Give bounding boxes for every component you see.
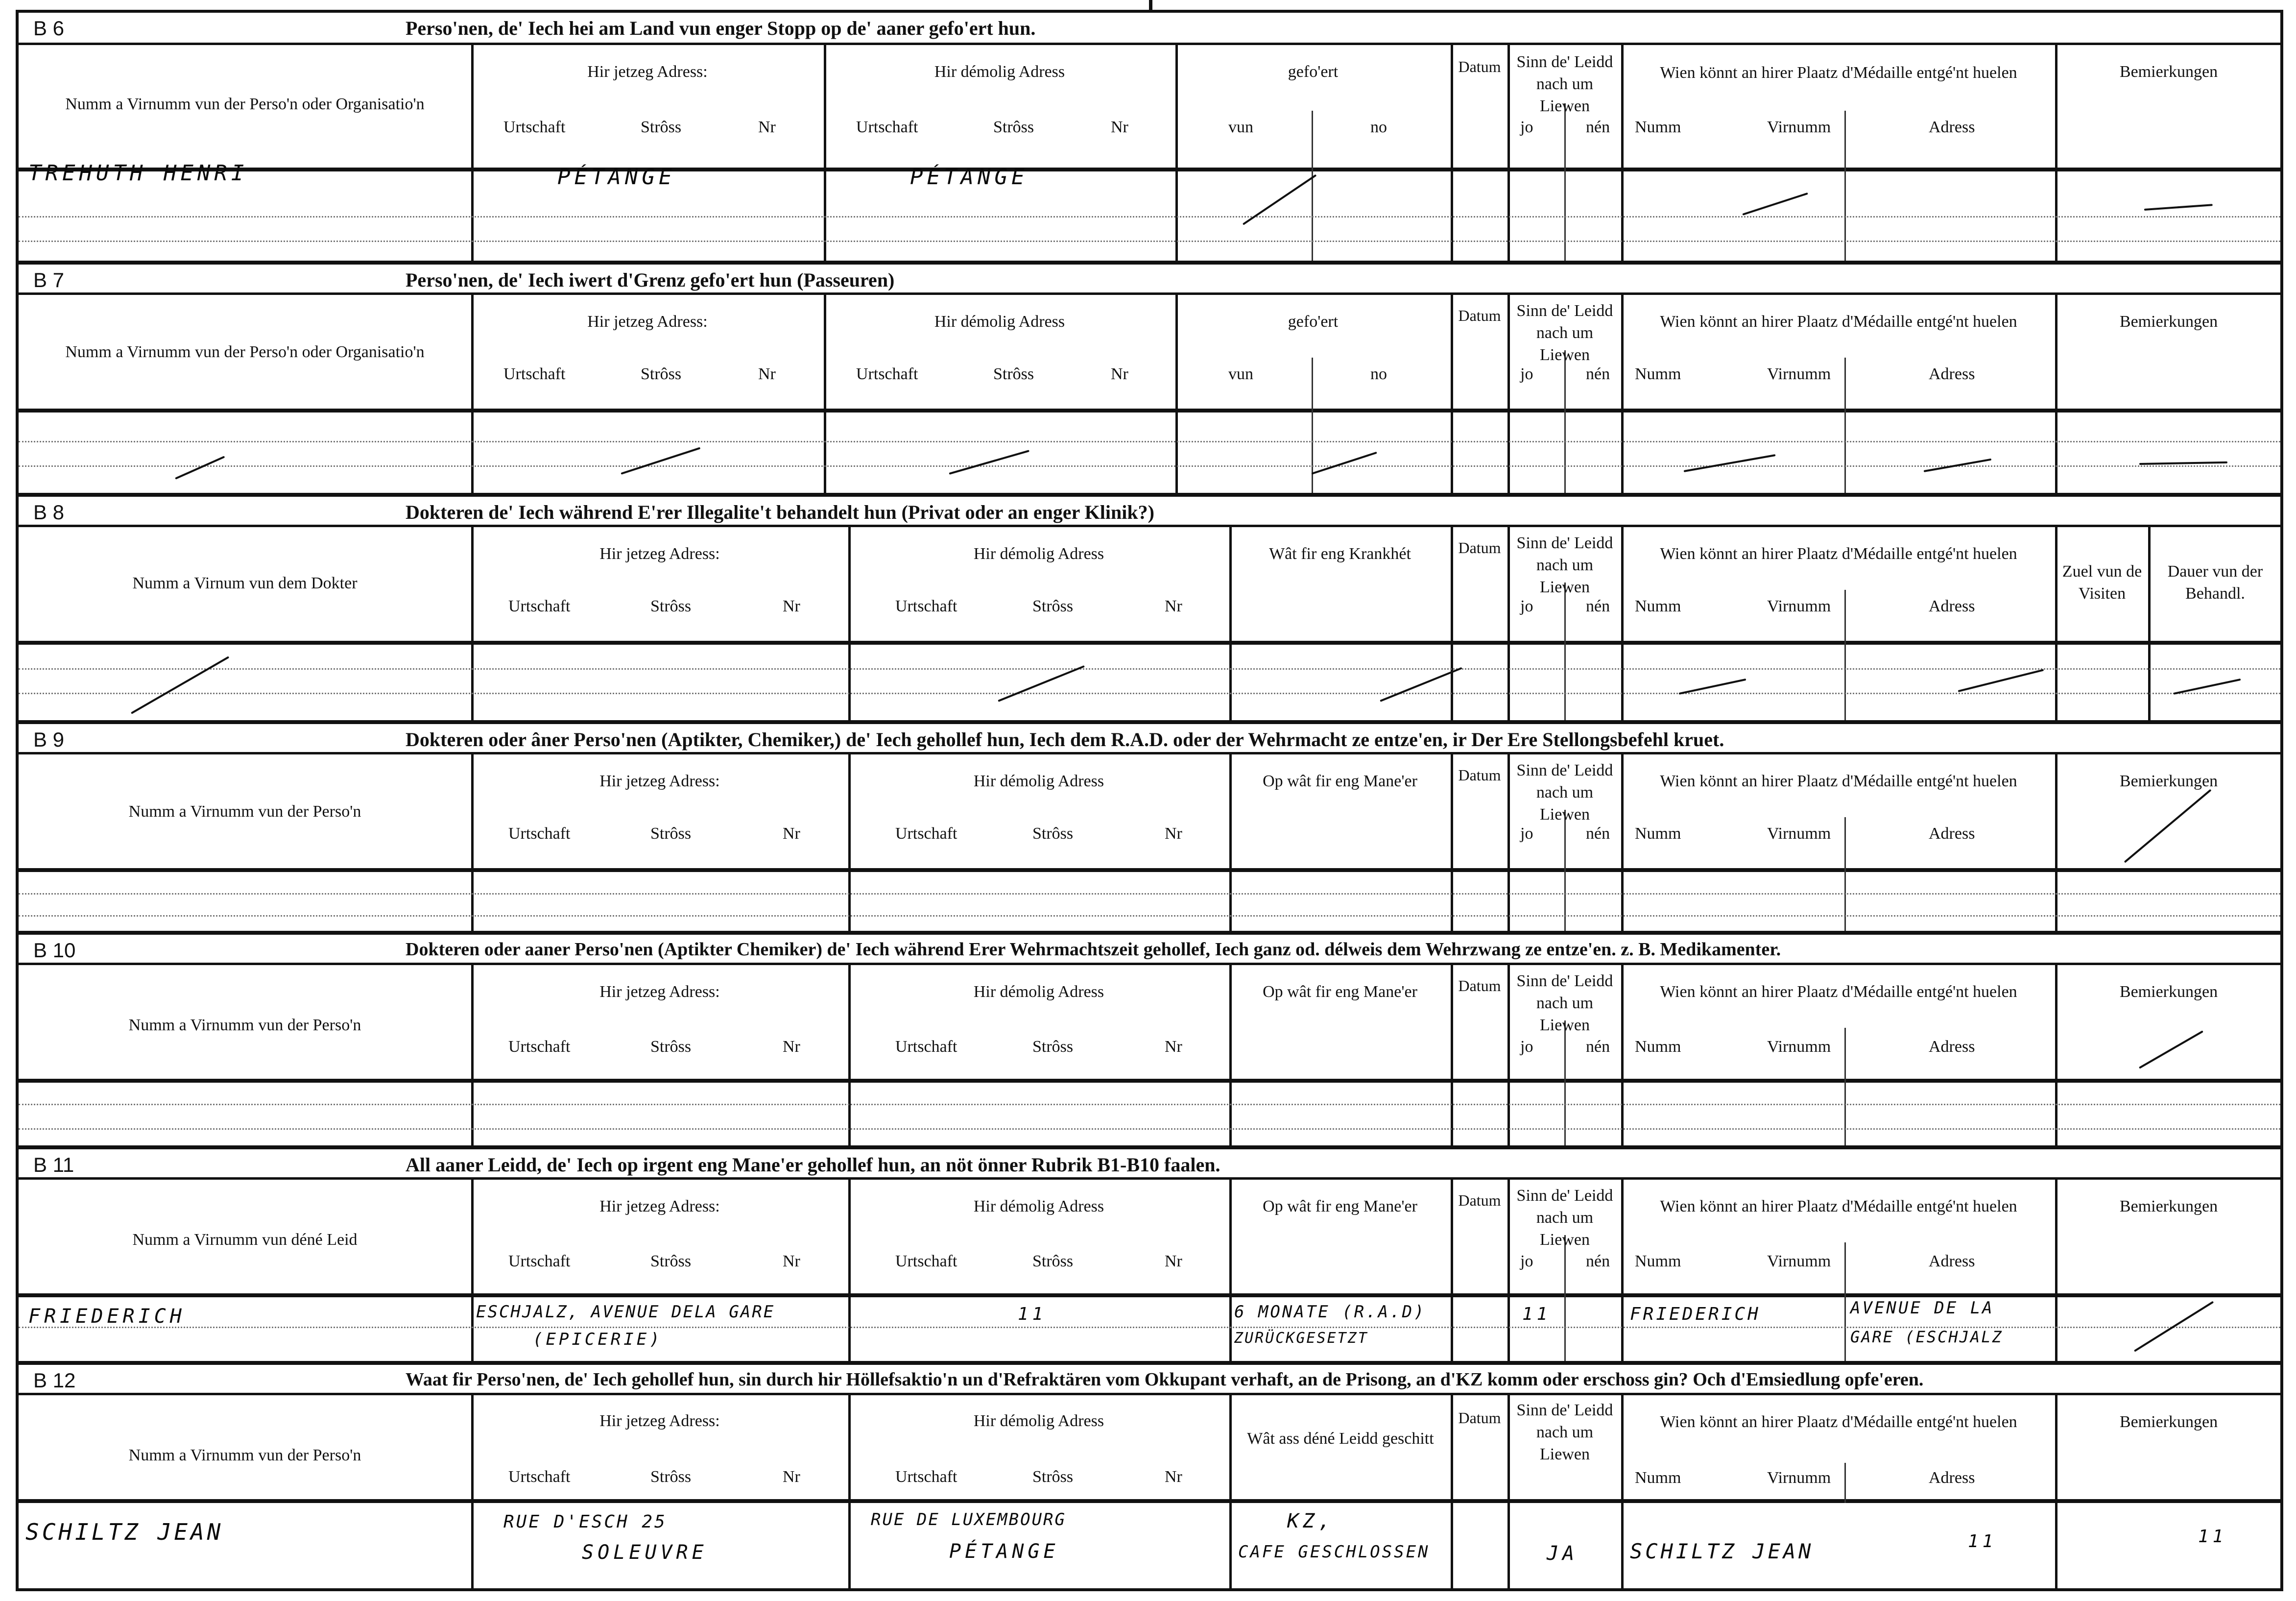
section-number: B 6 [33,17,65,40]
blank-dash [1679,679,1746,695]
blank-dash [1684,454,1776,472]
section-b8: B 8 Dokteren de' Iech während E'rer Illegalite't behandelt hun (Privat oder an enger Klinik?) Numm a Virnum vun dem Dokter Hir jetzeg Adress: Urtschaft Strôss Nr Hir démolig Adress Urtschaft Strôss Nr Wât fir eng Krankhét Datum Sinn de' Leidd nach um Liewen jo nén Wien könnt an hirer Plaatz d'Médaille entgé'nt huelen Numm Virnumm Adress Zuel vun de Visiten Dauer vun der Behandl. [19,497,2280,722]
blank-dash [175,456,225,479]
header-alive: Sinn de' Leidd nach um Liewen [1516,1401,1613,1463]
handwritten-alive: 11 [1522,1304,1552,1324]
header-date: Datum [1458,58,1501,75]
handwritten-current-address: RUE D'ESCH 25 [503,1512,667,1532]
handwritten-former-locality: PÉTANGE [949,1540,1059,1563]
handwritten-current-address-2: (EPICERIE) [533,1330,663,1349]
section-header-strip [19,13,2280,45]
header-date: Datum [1458,977,1501,995]
handwritten-former-locality: PÉTANGE [910,165,1028,190]
handwritten-what: KZ, [1287,1510,1335,1532]
header-medal: Wien könnt an hirer Plaatz d'Médaille entgé'nt huelen [1660,1197,2017,1215]
section-number: B 7 [33,268,65,291]
header-medal: Wien könnt an hirer Plaatz d'Médaille entgé'nt huelen [1660,772,2017,790]
header-current-address: Hir jetzeg Adress: [587,313,708,331]
header-duration: Dauer vun der Behandl. [2167,562,2263,603]
header-medal: Wien könnt an hirer Plaatz d'Médaille entgé'nt huelen [1660,313,2017,331]
section-title: Dokteren oder aaner Perso'nen (Aptikter Chemiker) de' Iech während Erer Wehrmachtszeit gehollef, Iech ganz od. délweis dem Wehrzwang ze entze'en. z. B. Medikamenter. [406,939,1781,960]
header-former-address: Hir démolig Adress [973,545,1104,563]
handwritten-medal-address: 11 [1968,1531,1997,1552]
header-former-address: Hir démolig Adress [973,1412,1104,1430]
section-b12: B 12 Waat fir Perso'nen, de' Iech gehollef hun, sin durch hir Höllefsaktio'n un d'Refraktären vom Okkupant verhaft, an de Prisong, an d'KZ komm oder erschoss gin? Och d'Emsiedlung opfe'eren. Numm a Virnumm vun der Perso'n Hir jetzeg Adress: Urtschaft Strôss Nr Hir démolig Adress Urtschaft Strôss Nr Wât ass déné Leidd geschitt Datum Sinn de' Leidd nach um Liewen Wien könnt an hirer Plaatz d'Médaille entgé'nt huelen Numm Virnumm Adress Bemierkungen SCHILTZ JEAN RUE D'ESCH 25 SOLEUVRE RUE DE LUXEMBOURG PÉTANGE KZ, CAFE GESCHLOSSEN JA SCHILTZ JEAN 11 11 [19,1365,2280,1591]
handwritten-medal-name: SCHILTZ JEAN [1630,1539,1814,1563]
handwritten-name: SCHILTZ JEAN [25,1519,224,1545]
header-remarks: Bemierkungen [2119,63,2218,81]
header-former-address: Hir démolig Adress [973,1197,1104,1215]
header-alive: Sinn de' Leidd nach um Liewen [1516,302,1613,364]
header-manner: Op wât fir eng Mane'er [1263,983,1417,1001]
header-date: Datum [1458,307,1501,324]
section-title: Dokteren de' Iech während E'rer Illegalite't behandelt hun (Privat oder an enger Klinik?) [406,501,1154,523]
handwritten-former-address: 11 [1018,1304,1047,1324]
handwritten-current-locality: SOLEUVRE [582,1541,708,1564]
blank-dash [1243,174,1316,225]
handwritten-name: TREHUTH HENRI [28,161,248,186]
handwritten-alive: JA [1547,1542,1578,1565]
header-manner: Op wât fir eng Mane'er [1263,772,1417,790]
section-b7: B 7 Perso'nen, de' Iech iwert d'Grenz gefo'ert hun (Passeuren) Numm a Virnumm vun der Perso'n oder Organisatio'n Hir jetzeg Adress: Urtschaft Strôss Nr Hir démolig Adress Urtschaft Strôss Nr gefo'ert vun no Datum Sinn de' Leidd nach um Liewen jo nén Wien könnt an hirer Plaatz d'Médaille entgé'nt huelen Numm Virnumm Adress Bemierkungen [19,265,2280,495]
handwritten-medal-address-2: GARE (ESCHJALZ [1850,1328,2003,1346]
header-date: Datum [1458,539,1501,557]
section-number: B 8 [33,501,65,524]
header-name: Numm a Virnumm vun der Perso'n [128,1446,361,1464]
handwritten-what-2: CAFE GESCHLOSSEN [1238,1542,1430,1562]
header-transported: gefo'ert [1288,313,1339,331]
blank-dash [1380,667,1462,702]
handwritten-current-address: ESCHJALZ, AVENUE DELA GARE [476,1302,775,1322]
header-remarks: Bemierkungen [2119,983,2218,1001]
header-visits: Zuel vun de Visiten [2062,562,2142,603]
header-former-address: Hir démolig Adress [973,772,1104,790]
header-illness: Wât fir eng Krankhét [1269,545,1411,563]
handwritten-medal-address: AVENUE DE LA [1850,1298,1994,1318]
header-what-happened: Wât ass déné Leidd geschitt [1247,1430,1434,1448]
blank-dash [1958,669,2044,692]
header-current-address: Hir jetzeg Adress: [587,63,708,81]
section-number: B 9 [33,728,65,751]
blank-dash [2144,204,2213,211]
header-alive: Sinn de' Leidd nach um Liewen [1516,761,1613,824]
header-former-address: Hir démolig Adress [934,63,1065,81]
section-number: B 12 [33,1369,76,1392]
blank-dash [621,447,700,475]
blank-dash [2139,461,2227,465]
header-name: Numm a Virnumm vun déné Leid [132,1231,358,1249]
handwritten-former-address: RUE DE LUXEMBOURG [871,1510,1066,1529]
header-former-address: Hir démolig Adress [973,983,1104,1001]
top-binding-mark [1149,0,1152,10]
blank-dash [949,450,1029,475]
handwritten-name: FRIEDERICH [28,1305,186,1328]
header-doctor-name: Numm a Virnum vun dem Dokter [132,574,358,592]
blank-dash [1742,193,1808,216]
blank-dash [2174,679,2241,695]
section-header-strip [19,265,2280,295]
blank-dash [998,665,1085,702]
section-b10: B 10 Dokteren oder aaner Perso'nen (Aptikter Chemiker) de' Iech während Erer Wehrmachtszeit gehollef, Iech ganz od. délweis dem Wehrzwang ze entze'en. z. B. Medikamenter. Numm a Virnumm vun der Perso'n Hir jetzeg Adress: Urtschaft Strôss Nr Hir démolig Adress Urtschaft Strôss Nr Op wât fir eng Mane'er Datum Sinn de' Leidd nach um Liewen jo nén Wien könnt an hirer Plaatz d'Médaille entgé'nt huelen Numm Virnumm Adress Bemierkungen [19,935,2280,1147]
header-medal: Wien könnt an hirer Plaatz d'Médaille entgé'nt huelen [1660,545,2017,563]
section-title: Dokteren oder âner Perso'nen (Aptikter, Chemiker,) de' Iech gehollef hun, Iech dem R.A.D. oder der Wehrmacht ze entze'en, ir Der Ere Stellongsbefehl kruet. [406,728,1724,751]
header-medal: Wien könnt an hirer Plaatz d'Médaille entgé'nt huelen [1660,983,2017,1001]
header-name: Numm a Virnumm vun der Perso'n oder Organisatio'n [65,95,425,113]
header-remarks: Bemierkungen [2119,1413,2218,1431]
header-alive: Sinn de' Leidd nach um Liewen [1516,1187,1613,1249]
section-b9: B 9 Dokteren oder âner Perso'nen (Aptikter, Chemiker,) de' Iech gehollef hun, Iech dem R.A.D. oder der Wehrmacht ze entze'en, ir Der Ere Stellongsbefehl kruet. Numm a Virnumm vun der Perso'n Hir jetzeg Adress: Urtschaft Strôss Nr Hir démolig Adress Urtschaft Strôss Nr Op wât fir eng Mane'er Datum Sinn de' Leidd nach um Liewen jo nén Wien könnt an hirer Plaatz d'Médaille entgé'nt huelen Numm Virnumm Adress Bemierkungen [19,724,2280,933]
section-title: Waat fir Perso'nen, de' Iech gehollef hun, sin durch hir Höllefsaktio'n un d'Refraktären vom Okkupant verhaft, an de Prisong, an d'KZ komm oder erschoss gin? Och d'Emsiedlung opfe'eren. [406,1369,1924,1390]
section-b11: B 11 All aaner Leidd, de' Iech op irgent eng Mane'er gehollef hun, an nöt önner Rubrik B1-B10 faalen. Numm a Virnumm vun déné Leid Hir jetzeg Adress: Urtschaft Strôss Nr Hir démolig Adress Urtschaft Strôss Nr Op wât fir eng Mane'er Datum Sinn de' Leidd nach um Liewen jo nén Wien könnt an hirer Plaatz d'Médaille entgé'nt huelen Numm Virnumm Adress Bemierkungen FRIEDERICH ESCHJALZ, AVENUE DELA GARE (EPICERIE) 11 6 MONATE (R.A.D) ZURÜCKGESETZT 11 FRIEDERICH AVENUE DE LA GARE (ESCHJALZ [19,1149,2280,1363]
header-transported: gefo'ert [1288,63,1339,81]
header-current-address: Hir jetzeg Adress: [599,983,720,1001]
header-name: Numm a Virnumm vun der Perso'n oder Organisatio'n [65,343,425,361]
header-current-address: Hir jetzeg Adress: [599,1412,720,1430]
header-date: Datum [1458,1191,1501,1209]
header-current-address: Hir jetzeg Adress: [599,545,720,563]
header-former-address: Hir démolig Adress [934,313,1065,331]
header-name: Numm a Virnumm vun der Perso'n [128,802,361,821]
header-current-address: Hir jetzeg Adress: [599,1197,720,1215]
header-medal: Wien könnt an hirer Plaatz d'Médaille entgé'nt huelen [1660,1413,2017,1431]
handwritten-medal-name: FRIEDERICH [1630,1304,1761,1324]
handwritten-current-locality: PÉTANGE [557,165,676,190]
handwritten-manner-2: ZURÜCKGESETZT [1234,1330,1368,1347]
header-current-address: Hir jetzeg Adress: [599,772,720,790]
handwritten-remarks: 11 [2198,1527,2227,1547]
blank-dash [1311,452,1377,475]
header-remarks: Bemierkungen [2119,1197,2218,1215]
header-date: Datum [1458,1409,1501,1427]
header-name: Numm a Virnumm vun der Perso'n [128,1016,361,1034]
section-title: Perso'nen, de' Iech hei am Land vun enger Stopp op de' aaner gefo'ert hun. [406,17,1036,39]
handwritten-manner: 6 MONATE (R.A.D) [1234,1302,1426,1322]
header-manner: Op wât fir eng Mane'er [1263,1197,1417,1215]
header-date: Datum [1458,766,1501,784]
header-alive: Sinn de' Leidd nach um Liewen [1516,534,1613,596]
section-title: All aaner Leidd, de' Iech op irgent eng Mane'er gehollef hun, an nöt önner Rubrik B1-B10 faalen. [406,1154,1220,1176]
header-remarks: Bemierkungen [2119,772,2218,790]
section-number: B 10 [33,939,76,962]
header-remarks: Bemierkungen [2119,313,2218,331]
header-medal: Wien könnt an hirer Plaatz d'Médaille entgé'nt huelen [1660,64,2017,82]
header-alive: Sinn de' Leidd nach um Liewen [1516,53,1613,115]
header-alive: Sinn de' Leidd nach um Liewen [1516,972,1613,1034]
section-number: B 11 [33,1153,74,1176]
section-title: Perso'nen, de' Iech iwert d'Grenz gefo'ert hun (Passeuren) [406,269,895,291]
section-b6: B 6 Perso'nen, de' Iech hei am Land vun enger Stopp op de' aaner gefo'ert hun. Numm a Virnumm vun der Perso'n oder Organisatio'n Hir jetzeg Adress: Urtschaft Strôss Nr Hir démolig Adress Urtschaft Strôss Nr gefo'ert vun no Datum Sinn de' Leidd nach um Liewen jo nén Wien könnt an hirer Plaatz d'Médaille entgé'nt huelen Numm Virnumm Adress Bemierkungen TREHUTH HENRI PÉTANGE PÉTANGE [19,13,2280,263]
blank-dash [131,656,229,714]
